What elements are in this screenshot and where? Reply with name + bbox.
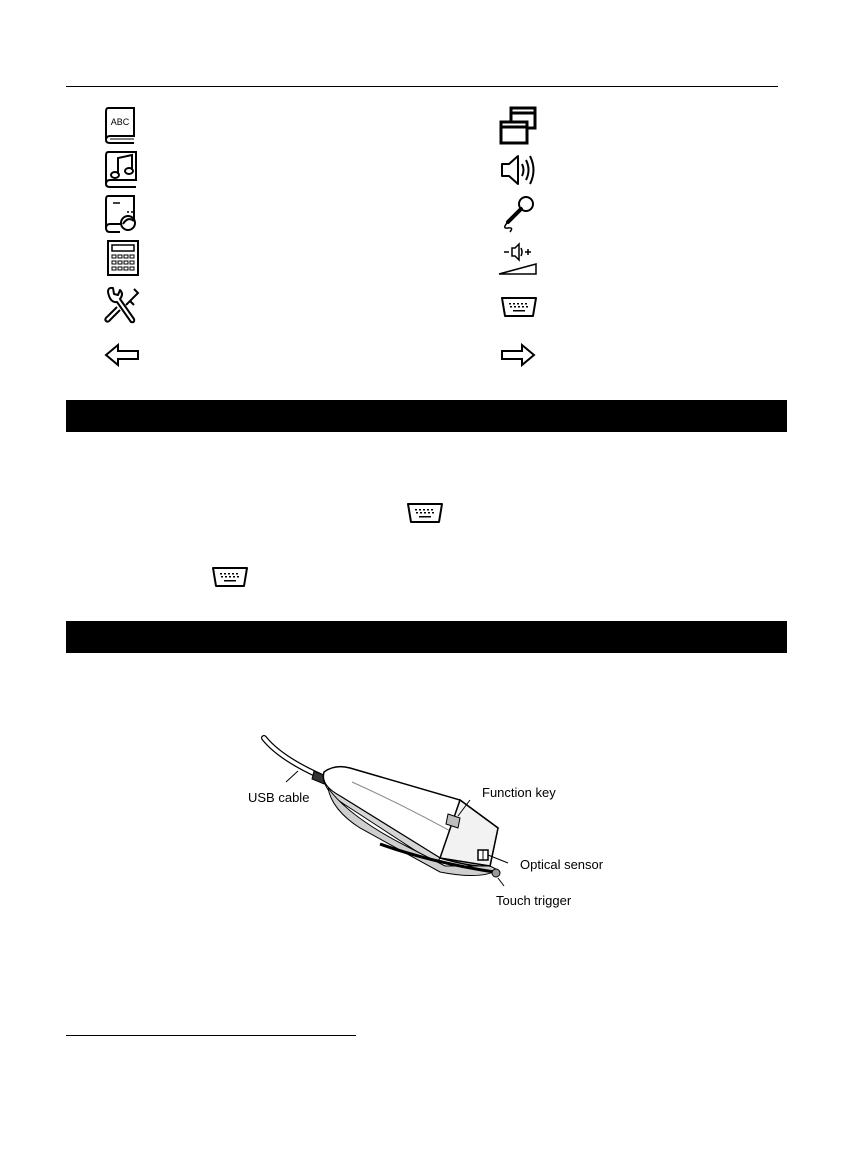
usb-cable-label: USB cable — [248, 790, 310, 805]
optical-sensor-label: Optical sensor — [520, 857, 604, 872]
header-rule — [66, 86, 778, 87]
section-header-bar — [66, 621, 787, 653]
keyboard-icon — [406, 502, 444, 529]
pen-diagram — [240, 730, 620, 920]
keyboard-icon — [500, 296, 538, 318]
volume-adjust-icon — [498, 241, 540, 277]
speaker-icon — [500, 152, 538, 188]
touch-trigger-label: Touch trigger — [496, 893, 572, 908]
recorder-book-icon — [104, 194, 140, 234]
dictionary-label: ABC — [110, 117, 130, 127]
dictionary-book-icon — [104, 106, 138, 144]
tools-icon — [104, 286, 140, 326]
windows-icon — [498, 106, 538, 146]
footnote-rule — [66, 1035, 356, 1036]
music-book-icon — [104, 150, 140, 188]
function-key-label: Function key — [482, 785, 556, 800]
arrow-left-icon — [104, 343, 140, 367]
calculator-icon — [107, 240, 139, 276]
keyboard-icon — [211, 566, 249, 593]
microphone-icon — [502, 195, 536, 233]
section-header-bar — [66, 400, 787, 432]
arrow-right-icon — [500, 343, 536, 367]
